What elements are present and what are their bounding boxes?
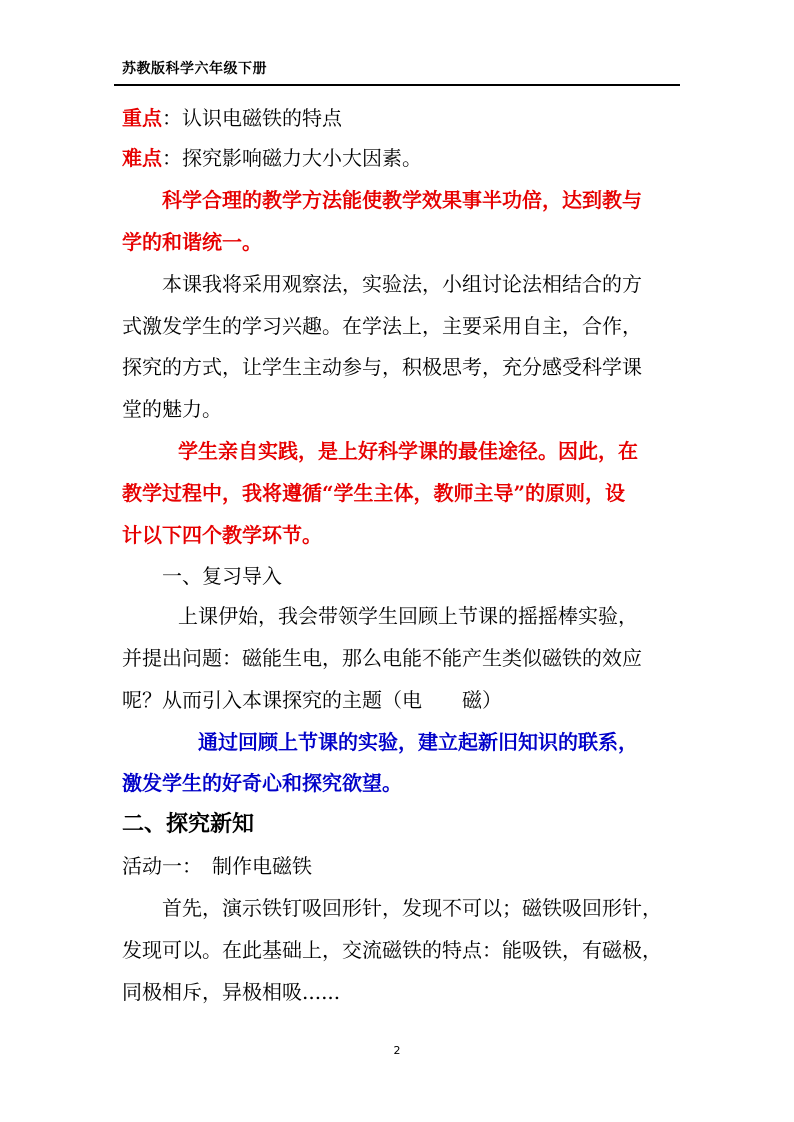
header-rule	[114, 84, 680, 86]
method-para-line-1: 本课我将采用观察法，实验法，小组讨论法相结合的方	[162, 272, 642, 296]
document-header: 苏教版科学六年级下册	[122, 61, 267, 77]
section-2-heading: 二、探究新知	[122, 811, 255, 837]
method-para-line-2: 式激发学生的学习兴趣。在学法上，主要采用自主，合作，	[122, 314, 642, 338]
blue-note-line-1: 通过回顾上节课的实验，建立起新旧知识的联系，	[198, 730, 638, 754]
red-note-1-line-2: 学的和谐统一。	[122, 230, 262, 254]
activity-1-heading: 活动一： 制作电磁铁	[122, 854, 312, 878]
red-note-2-line-1: 学生亲自实践，是上好科学课的最佳途径。因此，在	[178, 439, 638, 463]
blue-note-line-2: 激发学生的好奇心和探究欲望。	[122, 771, 402, 795]
difficulty-line	[122, 148, 422, 168]
focus-label: 重点	[122, 106, 162, 130]
section-1-heading: 一、复习导入	[162, 564, 282, 588]
red-note-1-line-1: 科学合理的教学方法能使教学效果事半功倍，达到教与	[162, 188, 642, 212]
focus-text: ：认识电磁铁的特点	[162, 106, 342, 130]
activity-para-line-2: 发现可以。在此基础上，交流磁铁的特点：能吸铁，有磁极，	[122, 938, 662, 962]
activity-para-line-3: 同极相斥，异极相吸......	[122, 980, 341, 1004]
review-para-line-3: 呢？从而引入本课探究的主题（电 磁）	[122, 688, 502, 712]
activity-para-line-1: 首先，演示铁钉吸回形针，发现不可以；磁铁吸回形针，	[162, 896, 662, 920]
page-number: 2	[393, 1044, 401, 1057]
difficulty-label: 难点	[122, 146, 162, 170]
red-note-2-line-2: 教学过程中，我将遵循“学生主体，教师主导”的原则，设	[122, 481, 626, 505]
review-para-line-2: 并提出问题：磁能生电，那么电能不能产生类似磁铁的效应	[122, 646, 642, 670]
method-para-line-3: 探究的方式，让学生主动参与，积极思考，充分感受科学课	[122, 355, 642, 379]
difficulty-text: ：探究影响磁力大小大因素。	[162, 146, 422, 170]
method-para-line-4: 堂的魅力。	[122, 397, 222, 421]
red-note-2-line-3: 计以下四个教学环节。	[122, 523, 322, 547]
focus-line	[122, 108, 342, 128]
review-para-line-1: 上课伊始，我会带领学生回顾上节课的摇摇棒实验，	[178, 604, 638, 628]
